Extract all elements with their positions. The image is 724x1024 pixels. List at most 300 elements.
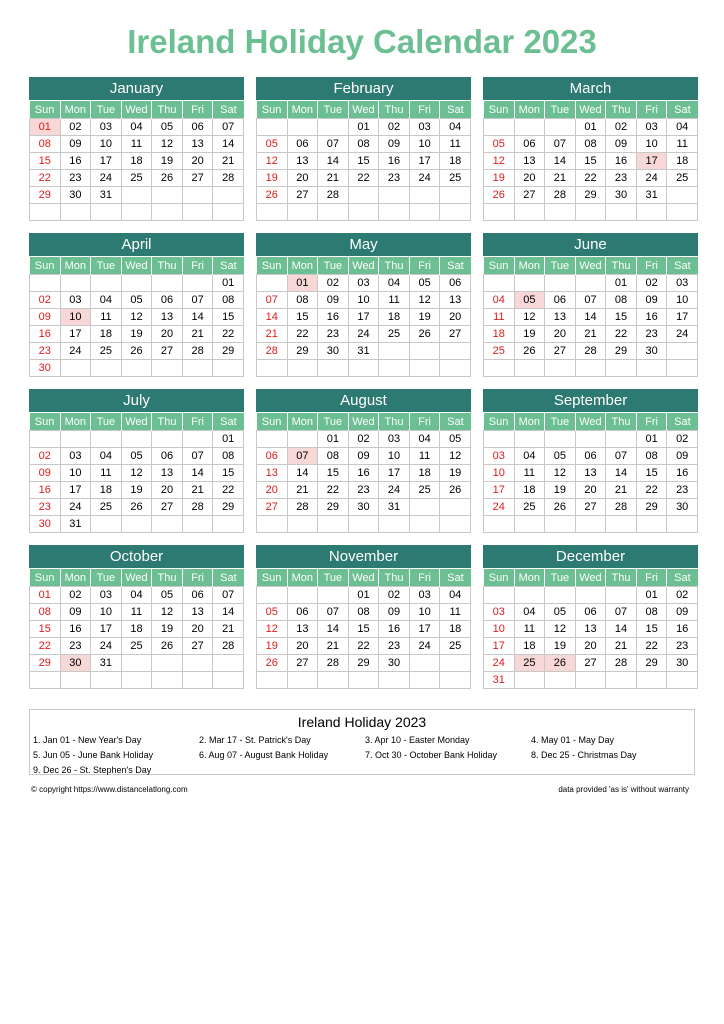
day-cell: 28 bbox=[318, 187, 349, 204]
weekday-header: Fri bbox=[636, 569, 667, 587]
day-cell: 04 bbox=[121, 587, 152, 604]
day-cell: 07 bbox=[213, 587, 244, 604]
empty-cell bbox=[575, 360, 606, 377]
weekday-header: Tue bbox=[318, 257, 349, 275]
empty-cell bbox=[348, 204, 379, 221]
day-cell: 20 bbox=[257, 482, 288, 499]
legend-item: 8. Dec 25 - Christmas Day bbox=[531, 750, 637, 760]
weekday-header: Sun bbox=[30, 101, 61, 119]
empty-cell bbox=[60, 204, 91, 221]
day-cell: 21 bbox=[545, 170, 576, 187]
day-cell: 30 bbox=[636, 343, 667, 360]
empty-cell bbox=[636, 672, 667, 689]
day-cell: 05 bbox=[257, 604, 288, 621]
day-cell: 20 bbox=[182, 621, 213, 638]
weekday-header: Sat bbox=[213, 569, 244, 587]
day-cell: 21 bbox=[318, 170, 349, 187]
day-cell: 23 bbox=[60, 638, 91, 655]
day-cell: 01 bbox=[348, 119, 379, 136]
weekday-header: Tue bbox=[318, 101, 349, 119]
weekday-header: Mon bbox=[514, 413, 545, 431]
day-cell: 10 bbox=[484, 621, 515, 638]
day-cell: 05 bbox=[484, 136, 515, 153]
day-cell: 22 bbox=[213, 326, 244, 343]
day-cell: 04 bbox=[121, 119, 152, 136]
day-cell: 23 bbox=[60, 170, 91, 187]
day-cell: 20 bbox=[440, 309, 471, 326]
day-cell: 16 bbox=[318, 309, 349, 326]
month-february bbox=[256, 77, 471, 221]
day-cell: 04 bbox=[514, 604, 545, 621]
empty-cell bbox=[575, 275, 606, 292]
day-cell: 09 bbox=[60, 136, 91, 153]
empty-cell bbox=[409, 343, 440, 360]
empty-cell bbox=[318, 672, 349, 689]
empty-cell bbox=[348, 187, 379, 204]
day-cell: 24 bbox=[409, 170, 440, 187]
weekday-header: Mon bbox=[60, 257, 91, 275]
empty-cell bbox=[606, 516, 637, 533]
empty-cell bbox=[213, 655, 244, 672]
day-cell: 25 bbox=[440, 170, 471, 187]
day-cell: 09 bbox=[379, 604, 410, 621]
weekday-header: Tue bbox=[91, 257, 122, 275]
empty-cell bbox=[91, 672, 122, 689]
month-april bbox=[29, 233, 244, 377]
day-cell: 28 bbox=[287, 499, 318, 516]
day-cell: 12 bbox=[121, 309, 152, 326]
empty-cell bbox=[409, 516, 440, 533]
day-cell: 20 bbox=[575, 638, 606, 655]
day-cell: 20 bbox=[545, 326, 576, 343]
day-cell: 11 bbox=[514, 465, 545, 482]
page-title: Ireland Holiday Calendar 2023 bbox=[127, 23, 597, 60]
legend-title: Ireland Holiday 2023 bbox=[297, 714, 427, 730]
empty-cell bbox=[91, 204, 122, 221]
empty-cell bbox=[91, 360, 122, 377]
weekday-header: Sat bbox=[667, 569, 698, 587]
day-cell: 24 bbox=[667, 326, 698, 343]
month-december bbox=[483, 545, 698, 689]
weekday-header: Mon bbox=[514, 257, 545, 275]
day-cell: 18 bbox=[379, 309, 410, 326]
day-cell: 26 bbox=[514, 343, 545, 360]
day-cell: 08 bbox=[606, 292, 637, 309]
weekday-header: Mon bbox=[287, 257, 318, 275]
weekday-header: Thu bbox=[606, 101, 637, 119]
weekday-header: Tue bbox=[545, 413, 576, 431]
holiday-day-cell: 10 bbox=[60, 309, 91, 326]
day-cell: 22 bbox=[30, 638, 61, 655]
day-cell: 14 bbox=[182, 465, 213, 482]
weekday-header: Mon bbox=[60, 569, 91, 587]
empty-cell bbox=[606, 204, 637, 221]
empty-cell bbox=[30, 672, 61, 689]
day-cell: 16 bbox=[30, 482, 61, 499]
month-march bbox=[483, 77, 698, 221]
empty-cell bbox=[257, 204, 288, 221]
day-cell: 09 bbox=[30, 465, 61, 482]
empty-cell bbox=[152, 655, 183, 672]
empty-cell bbox=[514, 672, 545, 689]
empty-cell bbox=[213, 360, 244, 377]
day-cell: 30 bbox=[379, 655, 410, 672]
empty-cell bbox=[409, 655, 440, 672]
empty-cell bbox=[606, 672, 637, 689]
day-cell: 27 bbox=[575, 499, 606, 516]
day-cell: 05 bbox=[152, 587, 183, 604]
empty-cell bbox=[257, 587, 288, 604]
holiday-day-cell: 01 bbox=[287, 275, 318, 292]
empty-cell bbox=[287, 204, 318, 221]
day-cell: 13 bbox=[575, 465, 606, 482]
day-cell: 19 bbox=[152, 153, 183, 170]
day-cell: 10 bbox=[379, 448, 410, 465]
day-cell: 12 bbox=[440, 448, 471, 465]
day-cell: 11 bbox=[121, 136, 152, 153]
day-cell: 05 bbox=[545, 604, 576, 621]
day-cell: 04 bbox=[379, 275, 410, 292]
month-june bbox=[483, 233, 698, 377]
weekday-header: Tue bbox=[91, 413, 122, 431]
empty-cell bbox=[182, 275, 213, 292]
weekday-header: Wed bbox=[121, 257, 152, 275]
day-cell: 05 bbox=[440, 431, 471, 448]
day-cell: 13 bbox=[287, 153, 318, 170]
day-cell: 21 bbox=[213, 153, 244, 170]
day-cell: 18 bbox=[484, 326, 515, 343]
day-cell: 14 bbox=[606, 465, 637, 482]
day-cell: 18 bbox=[440, 153, 471, 170]
day-cell: 16 bbox=[379, 621, 410, 638]
month-title: September bbox=[483, 389, 698, 412]
weekday-header: Sat bbox=[667, 101, 698, 119]
day-cell: 22 bbox=[636, 482, 667, 499]
weekday-header: Sun bbox=[30, 569, 61, 587]
day-cell: 25 bbox=[121, 170, 152, 187]
weekday-header: Wed bbox=[348, 413, 379, 431]
day-cell: 10 bbox=[348, 292, 379, 309]
day-cell: 11 bbox=[379, 292, 410, 309]
weekday-header: Fri bbox=[409, 257, 440, 275]
day-cell: 12 bbox=[514, 309, 545, 326]
empty-cell bbox=[484, 275, 515, 292]
day-cell: 06 bbox=[440, 275, 471, 292]
day-cell: 03 bbox=[636, 119, 667, 136]
empty-cell bbox=[409, 204, 440, 221]
month-may bbox=[256, 233, 471, 377]
empty-cell bbox=[514, 587, 545, 604]
day-cell: 01 bbox=[575, 119, 606, 136]
day-cell: 07 bbox=[213, 119, 244, 136]
day-cell: 14 bbox=[545, 153, 576, 170]
day-cell: 09 bbox=[60, 604, 91, 621]
empty-cell bbox=[484, 587, 515, 604]
day-cell: 18 bbox=[121, 621, 152, 638]
day-cell: 23 bbox=[379, 170, 410, 187]
day-cell: 27 bbox=[152, 343, 183, 360]
month-title: October bbox=[29, 545, 244, 568]
day-cell: 16 bbox=[636, 309, 667, 326]
day-cell: 29 bbox=[213, 499, 244, 516]
day-cell: 04 bbox=[440, 587, 471, 604]
day-cell: 21 bbox=[318, 638, 349, 655]
day-cell: 21 bbox=[606, 638, 637, 655]
day-cell: 03 bbox=[91, 119, 122, 136]
weekday-header: Sat bbox=[213, 101, 244, 119]
day-cell: 28 bbox=[182, 499, 213, 516]
empty-cell bbox=[121, 360, 152, 377]
day-cell: 17 bbox=[60, 482, 91, 499]
day-cell: 26 bbox=[484, 187, 515, 204]
month-november bbox=[256, 545, 471, 689]
day-cell: 28 bbox=[575, 343, 606, 360]
day-cell: 04 bbox=[667, 119, 698, 136]
weekday-header: Mon bbox=[60, 101, 91, 119]
day-cell: 28 bbox=[318, 655, 349, 672]
empty-cell bbox=[409, 187, 440, 204]
day-cell: 17 bbox=[409, 621, 440, 638]
day-cell: 27 bbox=[182, 170, 213, 187]
day-cell: 07 bbox=[545, 136, 576, 153]
day-cell: 19 bbox=[121, 326, 152, 343]
day-cell: 31 bbox=[91, 187, 122, 204]
empty-cell bbox=[484, 516, 515, 533]
empty-cell bbox=[213, 204, 244, 221]
day-cell: 12 bbox=[257, 153, 288, 170]
day-cell: 16 bbox=[667, 465, 698, 482]
empty-cell bbox=[667, 343, 698, 360]
weekday-header: Thu bbox=[379, 569, 410, 587]
empty-cell bbox=[484, 360, 515, 377]
day-cell: 17 bbox=[379, 465, 410, 482]
day-cell: 15 bbox=[318, 465, 349, 482]
day-cell: 24 bbox=[348, 326, 379, 343]
weekday-header: Sat bbox=[213, 413, 244, 431]
day-cell: 26 bbox=[257, 655, 288, 672]
empty-cell bbox=[182, 204, 213, 221]
day-cell: 24 bbox=[60, 343, 91, 360]
weekday-header: Sun bbox=[257, 257, 288, 275]
empty-cell bbox=[379, 343, 410, 360]
day-cell: 04 bbox=[484, 292, 515, 309]
day-cell: 15 bbox=[636, 621, 667, 638]
holiday-day-cell: 30 bbox=[60, 655, 91, 672]
weekday-header: Fri bbox=[182, 569, 213, 587]
weekday-header: Thu bbox=[606, 569, 637, 587]
weekday-header: Tue bbox=[318, 413, 349, 431]
day-cell: 29 bbox=[213, 343, 244, 360]
empty-cell bbox=[379, 204, 410, 221]
day-cell: 10 bbox=[409, 604, 440, 621]
day-cell: 24 bbox=[636, 170, 667, 187]
day-cell: 06 bbox=[575, 448, 606, 465]
empty-cell bbox=[213, 672, 244, 689]
weekday-header: Thu bbox=[379, 257, 410, 275]
empty-cell bbox=[484, 204, 515, 221]
weekday-header: Sat bbox=[667, 257, 698, 275]
day-cell: 07 bbox=[575, 292, 606, 309]
day-cell: 10 bbox=[60, 465, 91, 482]
day-cell: 31 bbox=[636, 187, 667, 204]
weekday-header: Wed bbox=[575, 413, 606, 431]
day-cell: 31 bbox=[348, 343, 379, 360]
day-cell: 29 bbox=[348, 655, 379, 672]
day-cell: 12 bbox=[484, 153, 515, 170]
day-cell: 03 bbox=[484, 448, 515, 465]
day-cell: 12 bbox=[152, 604, 183, 621]
weekday-header: Sun bbox=[484, 413, 515, 431]
weekday-header: Sat bbox=[440, 101, 471, 119]
day-cell: 27 bbox=[287, 187, 318, 204]
day-cell: 14 bbox=[287, 465, 318, 482]
empty-cell bbox=[121, 431, 152, 448]
day-cell: 12 bbox=[257, 621, 288, 638]
day-cell: 22 bbox=[636, 638, 667, 655]
day-cell: 08 bbox=[287, 292, 318, 309]
empty-cell bbox=[257, 516, 288, 533]
empty-cell bbox=[484, 119, 515, 136]
holiday-day-cell: 25 bbox=[514, 655, 545, 672]
month-title: August bbox=[256, 389, 471, 412]
day-cell: 09 bbox=[636, 292, 667, 309]
day-cell: 25 bbox=[667, 170, 698, 187]
empty-cell bbox=[667, 360, 698, 377]
month-october bbox=[29, 545, 244, 689]
empty-cell bbox=[409, 672, 440, 689]
day-cell: 31 bbox=[379, 499, 410, 516]
day-cell: 24 bbox=[409, 638, 440, 655]
month-title: March bbox=[483, 77, 698, 100]
day-cell: 03 bbox=[91, 587, 122, 604]
weekday-header: Mon bbox=[514, 101, 545, 119]
day-cell: 01 bbox=[348, 587, 379, 604]
month-january bbox=[29, 77, 244, 221]
day-cell: 29 bbox=[318, 499, 349, 516]
empty-cell bbox=[545, 275, 576, 292]
month-title: February bbox=[256, 77, 471, 100]
day-cell: 25 bbox=[91, 499, 122, 516]
month-title: January bbox=[29, 77, 244, 100]
day-cell: 16 bbox=[379, 153, 410, 170]
day-cell: 20 bbox=[182, 153, 213, 170]
day-cell: 08 bbox=[30, 604, 61, 621]
day-cell: 27 bbox=[575, 655, 606, 672]
empty-cell bbox=[636, 360, 667, 377]
legend-items bbox=[30, 733, 694, 778]
day-cell: 09 bbox=[348, 448, 379, 465]
empty-cell bbox=[318, 360, 349, 377]
weekday-header: Sat bbox=[667, 413, 698, 431]
day-cell: 11 bbox=[91, 465, 122, 482]
weekday-header: Sat bbox=[440, 569, 471, 587]
holiday-day-cell: 17 bbox=[636, 153, 667, 170]
weekday-header: Mon bbox=[287, 413, 318, 431]
empty-cell bbox=[60, 360, 91, 377]
empty-cell bbox=[152, 672, 183, 689]
day-cell: 10 bbox=[636, 136, 667, 153]
weekday-header: Wed bbox=[121, 101, 152, 119]
weekday-header: Wed bbox=[121, 569, 152, 587]
empty-cell bbox=[182, 187, 213, 204]
day-cell: 11 bbox=[409, 448, 440, 465]
empty-cell bbox=[545, 204, 576, 221]
empty-cell bbox=[606, 587, 637, 604]
empty-cell bbox=[379, 672, 410, 689]
empty-cell bbox=[91, 275, 122, 292]
day-cell: 25 bbox=[379, 326, 410, 343]
weekday-header: Wed bbox=[348, 569, 379, 587]
weekday-header: Mon bbox=[287, 569, 318, 587]
day-cell: 15 bbox=[213, 465, 244, 482]
day-cell: 21 bbox=[257, 326, 288, 343]
empty-cell bbox=[440, 204, 471, 221]
day-cell: 13 bbox=[182, 136, 213, 153]
day-cell: 27 bbox=[545, 343, 576, 360]
empty-cell bbox=[514, 204, 545, 221]
day-cell: 25 bbox=[121, 638, 152, 655]
day-cell: 19 bbox=[514, 326, 545, 343]
empty-cell bbox=[121, 672, 152, 689]
weekday-header: Mon bbox=[287, 101, 318, 119]
empty-cell bbox=[514, 516, 545, 533]
day-cell: 08 bbox=[636, 604, 667, 621]
weekday-header: Sun bbox=[257, 413, 288, 431]
empty-cell bbox=[575, 516, 606, 533]
day-cell: 25 bbox=[440, 638, 471, 655]
day-cell: 17 bbox=[60, 326, 91, 343]
day-cell: 03 bbox=[60, 292, 91, 309]
day-cell: 14 bbox=[575, 309, 606, 326]
empty-cell bbox=[636, 204, 667, 221]
empty-cell bbox=[30, 431, 61, 448]
empty-cell bbox=[545, 516, 576, 533]
day-cell: 11 bbox=[514, 621, 545, 638]
day-cell: 01 bbox=[606, 275, 637, 292]
day-cell: 12 bbox=[545, 621, 576, 638]
empty-cell bbox=[379, 516, 410, 533]
day-cell: 28 bbox=[257, 343, 288, 360]
day-cell: 13 bbox=[257, 465, 288, 482]
day-cell: 28 bbox=[213, 638, 244, 655]
day-cell: 11 bbox=[440, 604, 471, 621]
empty-cell bbox=[440, 672, 471, 689]
day-cell: 26 bbox=[152, 170, 183, 187]
weekday-header: Tue bbox=[545, 569, 576, 587]
day-cell: 23 bbox=[30, 499, 61, 516]
empty-cell bbox=[440, 360, 471, 377]
weekday-header: Sun bbox=[30, 413, 61, 431]
copyright-text: © copyright https://www.distancelatlong.com bbox=[31, 785, 188, 794]
weekday-header: Wed bbox=[575, 569, 606, 587]
empty-cell bbox=[667, 187, 698, 204]
day-cell: 29 bbox=[30, 187, 61, 204]
empty-cell bbox=[667, 672, 698, 689]
weekday-header: Tue bbox=[91, 569, 122, 587]
day-cell: 09 bbox=[667, 448, 698, 465]
day-cell: 08 bbox=[348, 136, 379, 153]
day-cell: 21 bbox=[606, 482, 637, 499]
day-cell: 29 bbox=[287, 343, 318, 360]
empty-cell bbox=[318, 204, 349, 221]
day-cell: 03 bbox=[484, 604, 515, 621]
empty-cell bbox=[213, 516, 244, 533]
day-cell: 15 bbox=[606, 309, 637, 326]
day-cell: 17 bbox=[667, 309, 698, 326]
weekday-header: Sat bbox=[440, 413, 471, 431]
day-cell: 22 bbox=[213, 482, 244, 499]
empty-cell bbox=[257, 360, 288, 377]
